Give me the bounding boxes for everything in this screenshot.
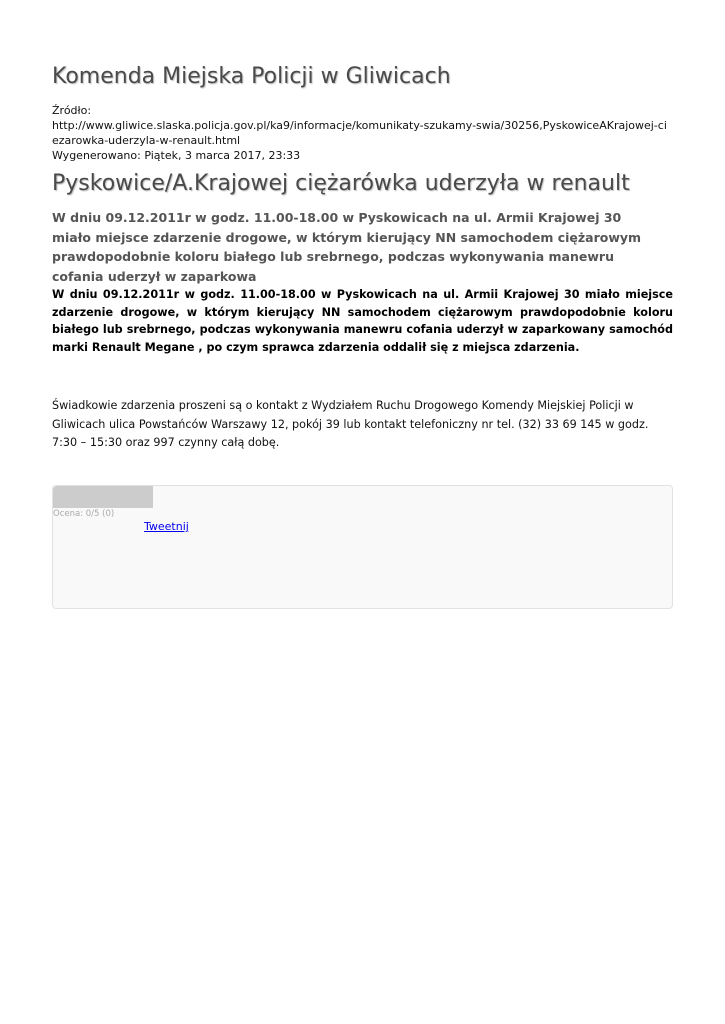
tweet-link[interactable]: Tweetnij [144, 520, 189, 533]
site-title: Komenda Miejska Policji w Gliwicach [52, 64, 451, 89]
rating-bar[interactable] [53, 486, 153, 508]
article-body-bold: W dniu 09.12.2011r w godz. 11.00-18.00 w Pyskowicach na ul. Armii Krajowej 30 miało miejsce zdarzenie drogowe, w którym kierujący NN samochodem ciężarowym prawdopodobnie koloru białego lub srebrnego, podczas wykonywania manewru cofania uderzył w zaparkowany samochód marki Renault Megane , po czym sprawca zdarzenia oddalił się z miejsca zdarzenia. [52, 288, 673, 354]
source-url: http://www.gliwice.slaska.policja.gov.pl/ka9/informacje/komunikaty-szukamy-swia/30256,PyskowiceAKrajowej-ciezarowka-uderzyla-w-renault.html [52, 119, 667, 147]
article-lead: W dniu 09.12.2011r w godz. 11.00-18.00 w Pyskowicach na ul. Armii Krajowej 30 miało miejsce zdarzenie drogowe, w którym kierujący NN samochodem ciężarowym prawdopodobnie koloru białego lub srebrnego, podczas wykonywania manewru cofania uderzył w zaparkowa [52, 210, 642, 284]
rating-box [52, 485, 673, 609]
source-label: Źródło: [52, 104, 92, 117]
article-title: Pyskowice/A.Krajowej ciężarówka uderzyła w renault [52, 171, 630, 196]
generated-timestamp: Wygenerowano: Piątek, 3 marca 2017, 23:33 [52, 149, 301, 162]
article-body-witnesses: Świadkowie zdarzenia proszeni są o kontakt z Wydziałem Ruchu Drogowego Komendy Miejskiej Policji w Gliwicach ulica Powstańców Warszawy 12, pokój 39 lub kontakt telefoniczny nr tel. (32) 33 69 145 w godz. 7:30 – 15:30 oraz 997 czynny całą dobę. [52, 399, 649, 449]
source-meta [52, 103, 673, 163]
rating-label: Ocena: 0/5 (0) [53, 509, 115, 519]
